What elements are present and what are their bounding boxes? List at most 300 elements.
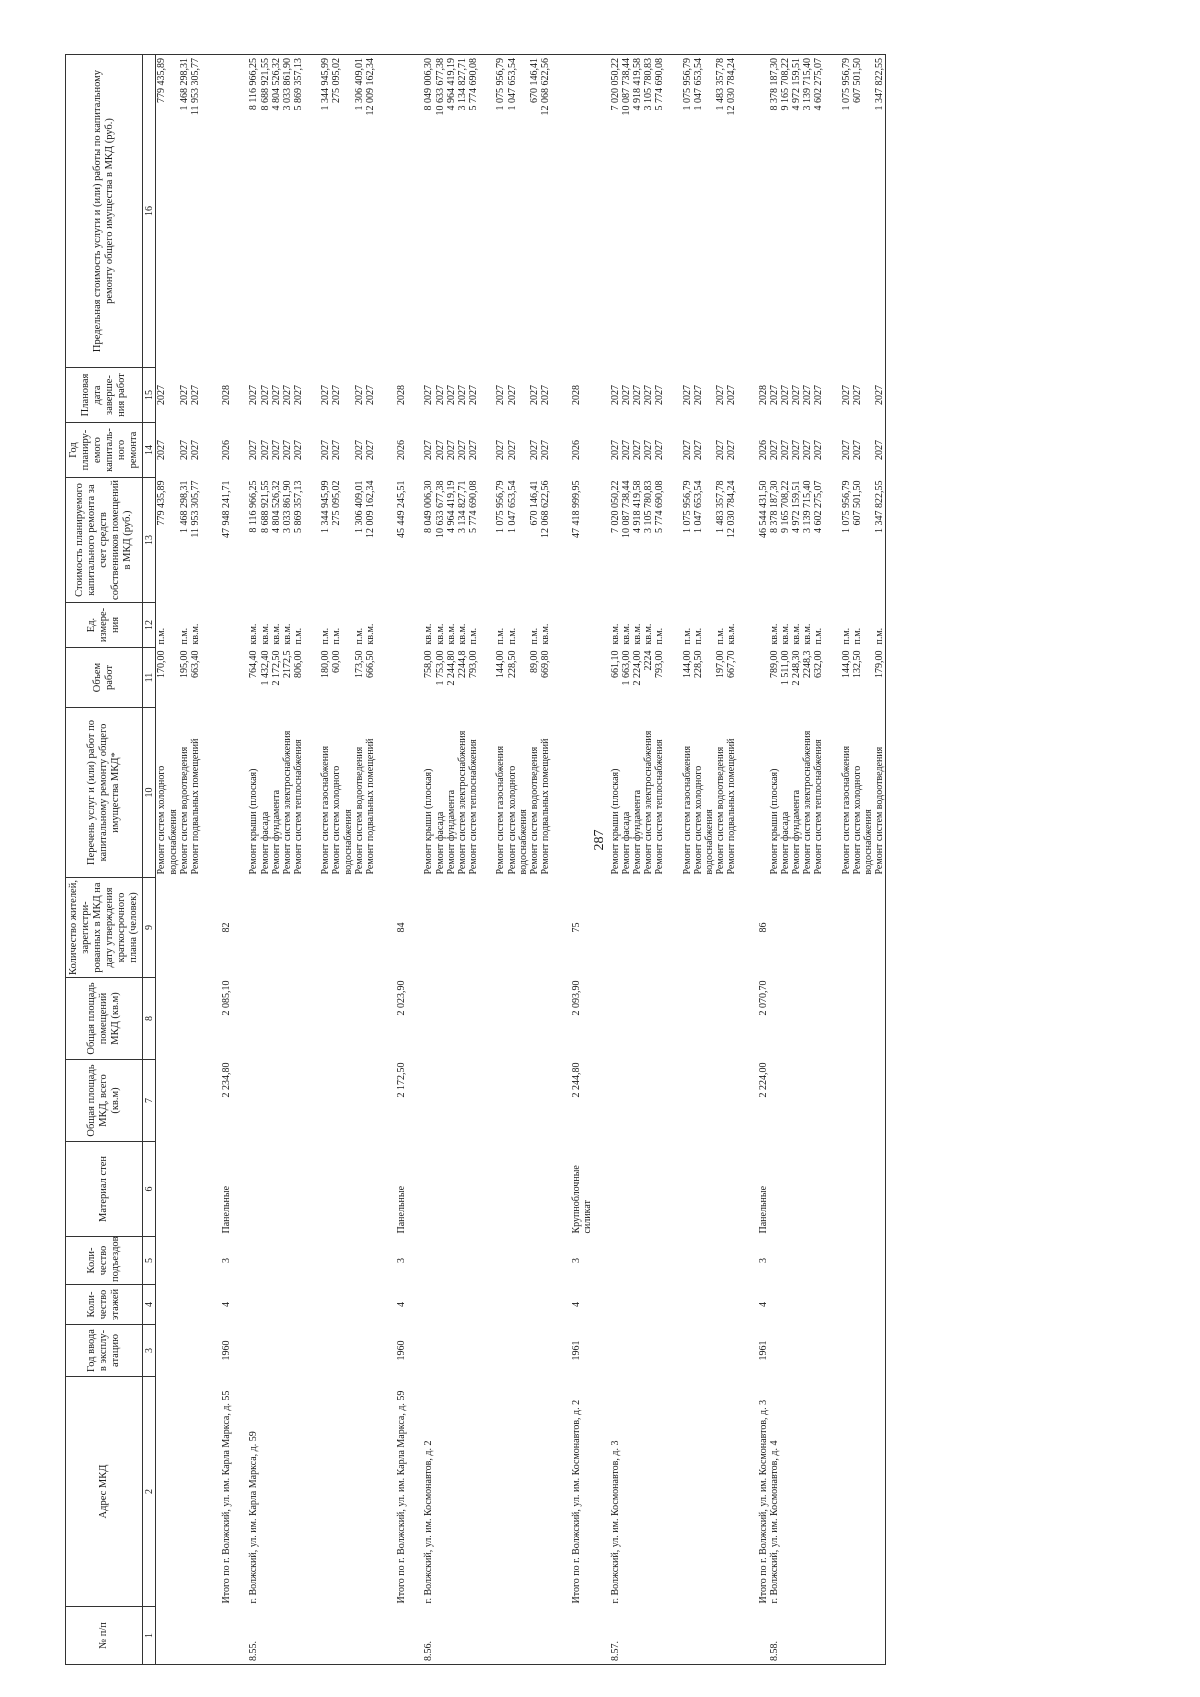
cell-total-area — [813, 1060, 824, 1142]
cell-floor-count — [780, 1285, 791, 1325]
cell-planned-cost: 1 075 956,79 — [681, 480, 693, 533]
cell-year-built — [594, 1325, 610, 1377]
cell-planned-cost — [376, 478, 392, 603]
table-row — [643, 55, 654, 1665]
cell-completion-date — [825, 368, 841, 423]
cell-residents-count — [726, 878, 737, 978]
cell-residents-count — [179, 878, 190, 978]
cell-floor-count — [852, 1285, 874, 1325]
column-number-10: 10 — [143, 708, 156, 878]
cell-wall-material: Панельные — [221, 1185, 233, 1234]
cell-floor-count — [320, 1285, 331, 1325]
cell-residents-count — [282, 878, 293, 978]
capital-repair-table — [65, 54, 886, 1665]
column-header-6: Материал стен — [66, 1142, 143, 1237]
cell-repair-year — [201, 423, 217, 478]
cell-residents-count — [791, 878, 802, 978]
cell-row-number: 8.57. — [610, 1607, 621, 1665]
cell-entrance-count — [874, 1237, 886, 1285]
cell-completion-date: 2027 — [293, 385, 305, 405]
cell-floor-count — [190, 1285, 201, 1325]
cell-unit: кв.м. — [779, 623, 791, 645]
table-row — [874, 55, 886, 1665]
cell-total-area — [654, 1060, 665, 1142]
cell-completion-date: 2027 — [840, 385, 852, 405]
cell-planned-cost: 4 602 275,07 — [813, 480, 825, 533]
cell-row-number — [738, 1607, 754, 1665]
cell-planned-cost: 670 146,41 — [528, 480, 540, 526]
cell-wall-material — [791, 1142, 802, 1237]
cell-planned-cost — [232, 478, 248, 603]
cell-year-built — [825, 1325, 841, 1377]
cell-row-number — [479, 1607, 495, 1665]
table-row — [769, 55, 780, 1665]
cell-unit: кв.м. — [609, 623, 621, 645]
cell-address — [479, 1377, 495, 1607]
cell-planned-cost: 1 344 945,99 — [320, 480, 332, 533]
cell-total-area — [682, 1060, 693, 1142]
cell-entrance-count: 3 — [757, 1258, 769, 1263]
cell-work-type — [304, 708, 320, 878]
cell-planned-cost: 4 918 419,58 — [632, 480, 643, 533]
cell-wall-material — [654, 1142, 665, 1237]
cell-row-number — [507, 1607, 529, 1665]
cell-planned-cost: 47 948 241,71 — [221, 480, 233, 538]
column-number-8: 8 — [143, 978, 156, 1060]
cell-year-built — [423, 1325, 434, 1377]
cell-rooms-area — [666, 978, 682, 1060]
cell-floor-count — [232, 1285, 248, 1325]
cell-address — [791, 1377, 802, 1607]
cell-wall-material — [682, 1142, 693, 1237]
cell-repair-year: 2027 — [445, 440, 457, 460]
cell-unit: кв.м. — [281, 623, 293, 645]
cell-max-cost — [304, 55, 320, 368]
cell-entrance-count — [852, 1237, 874, 1285]
cell-repair-year — [232, 423, 248, 478]
cell-max-cost: 12 068 622,56 — [540, 55, 551, 368]
cell-planned-cost: 4 804 526,32 — [270, 480, 282, 533]
cell-total-area — [841, 1060, 852, 1142]
cell-entrance-count — [715, 1237, 726, 1285]
cell-planned-cost: 8 116 966,25 — [248, 480, 260, 533]
cell-address — [282, 1377, 293, 1607]
cell-max-cost: 1 344 945,99 — [320, 55, 331, 368]
cell-address: Итого по г. Волжский, ул. им. Космонавтов, д. 3 — [757, 1399, 769, 1604]
cell-max-cost: 3 105 780,83 — [643, 55, 654, 368]
cell-wall-material — [446, 1142, 457, 1237]
cell-work-type: Ремонт систем водоотведения — [353, 746, 365, 875]
cell-rooms-area — [738, 978, 754, 1060]
cell-work-type: Ремонт систем газоснабжения — [681, 745, 693, 875]
cell-residents-count — [529, 878, 540, 978]
cell-entrance-count — [693, 1237, 715, 1285]
cell-residents-count — [495, 878, 506, 978]
cell-total-area — [304, 1060, 320, 1142]
cell-rooms-area — [190, 978, 201, 1060]
cell-planned-cost: 3 139 715,40 — [802, 480, 814, 533]
cell-work-volume — [392, 648, 407, 708]
cell-total-area — [232, 1060, 248, 1142]
cell-rooms-area: 2 023,90 — [396, 980, 408, 1016]
cell-total-area: 2 234,80 — [221, 1062, 233, 1098]
cell-entrance-count: 3 — [571, 1258, 583, 1263]
cell-repair-year — [738, 423, 754, 478]
cell-entrance-count — [320, 1237, 331, 1285]
cell-entrance-count — [791, 1237, 802, 1285]
cell-total-area — [468, 1060, 479, 1142]
cell-row-number — [407, 1607, 423, 1665]
cell-planned-cost — [201, 478, 217, 603]
cell-entrance-count — [435, 1237, 446, 1285]
cell-total-area — [551, 1060, 567, 1142]
cell-rooms-area — [354, 978, 365, 1060]
cell-planned-cost: 1 047 653,54 — [692, 480, 704, 533]
cell-entrance-count — [540, 1237, 551, 1285]
cell-rooms-area — [293, 978, 304, 1060]
cell-year-built — [354, 1325, 365, 1377]
cell-residents-count — [643, 878, 654, 978]
cell-residents-count — [666, 878, 682, 978]
cell-address — [693, 1377, 715, 1607]
cell-floor-count — [825, 1285, 841, 1325]
cell-completion-date: 2027 — [331, 385, 343, 405]
cell-address: г. Волжский, ул. им. Космонавтов, д. 3 — [609, 1440, 621, 1604]
cell-address — [841, 1377, 852, 1607]
cell-max-cost: 1 306 409,01 — [354, 55, 365, 368]
cell-entrance-count — [423, 1237, 434, 1285]
cell-address — [825, 1377, 841, 1607]
cell-floor-count — [271, 1285, 282, 1325]
cell-work-type — [754, 708, 769, 878]
table-column-number-row — [143, 55, 156, 1665]
cell-row-number — [715, 1607, 726, 1665]
cell-work-volume: 195,00 — [178, 650, 190, 678]
cell-work-type — [479, 708, 495, 878]
cell-max-cost — [594, 55, 610, 368]
cell-work-type: Ремонт крыши (плоская) — [248, 768, 260, 875]
column-header-15: Плановая дата заверше-ния работ — [66, 368, 143, 423]
cell-total-area — [435, 1060, 446, 1142]
cell-work-type: Ремонт фасада — [620, 811, 632, 875]
cell-planned-cost: 9 165 708,22 — [779, 480, 791, 533]
cell-repair-year: 2027 — [423, 440, 435, 460]
cell-floor-count — [479, 1285, 495, 1325]
cell-address — [654, 1377, 665, 1607]
cell-floor-count — [435, 1285, 446, 1325]
cell-total-area — [874, 1060, 886, 1142]
cell-planned-cost: 275 095,02 — [331, 480, 343, 526]
cell-max-cost: 4 972 159,51 — [791, 55, 802, 368]
cell-residents-count — [457, 878, 468, 978]
cell-max-cost: 5 869 357,13 — [293, 55, 304, 368]
cell-year-built — [507, 1325, 529, 1377]
cell-total-area — [179, 1060, 190, 1142]
table-row — [271, 55, 282, 1665]
cell-floor-count — [682, 1285, 693, 1325]
cell-total-area — [529, 1060, 540, 1142]
cell-residents-count: 82 — [221, 922, 233, 933]
cell-row-number — [666, 1607, 682, 1665]
cell-work-volume: 197,00 — [715, 650, 727, 678]
cell-row-number — [392, 1607, 407, 1665]
cell-work-type: Ремонт фасада — [779, 811, 791, 875]
cell-work-type: Ремонт фасада — [434, 811, 446, 875]
cell-completion-date: 2027 — [632, 385, 643, 405]
cell-address: Итого по г. Волжский, ул. им. Карла Маркса, д. 55 — [221, 1390, 233, 1604]
cell-rooms-area — [769, 978, 780, 1060]
cell-rooms-area — [643, 978, 654, 1060]
cell-row-number — [813, 1607, 824, 1665]
cell-planned-cost: 45 449 245,51 — [396, 480, 408, 538]
cell-year-built — [769, 1325, 780, 1377]
cell-entrance-count — [376, 1237, 392, 1285]
cell-completion-date: 2027 — [654, 385, 666, 405]
cell-wall-material — [738, 1142, 754, 1237]
cell-year-built — [841, 1325, 852, 1377]
cell-completion-date: 2027 — [506, 385, 518, 405]
cell-year-built — [813, 1325, 824, 1377]
table-spacer-row — [304, 55, 320, 1665]
cell-year-built — [540, 1325, 551, 1377]
cell-residents-count — [802, 878, 813, 978]
cell-floor-count — [446, 1285, 457, 1325]
cell-repair-year: 2027 — [802, 440, 814, 460]
column-header-12: Ед. измере-ния — [66, 603, 143, 648]
cell-wall-material — [407, 1142, 423, 1237]
table-row — [179, 55, 190, 1665]
cell-wall-material — [479, 1142, 495, 1237]
cell-row-number — [852, 1607, 874, 1665]
cell-total-area: 2 172,50 — [396, 1062, 408, 1098]
cell-address: г. Волжский, ул. им. Космонавтов, д. 2 — [423, 1440, 435, 1604]
cell-wall-material — [271, 1142, 282, 1237]
cell-work-type — [201, 708, 217, 878]
cell-year-built — [852, 1325, 874, 1377]
cell-row-number — [282, 1607, 293, 1665]
cell-work-volume: 758,00 — [423, 650, 435, 678]
cell-unit: п.м. — [715, 627, 727, 645]
cell-row-number: 8.58. — [769, 1607, 780, 1665]
cell-row-number — [354, 1607, 365, 1665]
cell-row-number — [529, 1607, 540, 1665]
cell-work-type: Ремонт фасада — [259, 811, 271, 875]
cell-work-volume — [754, 648, 769, 708]
cell-work-volume: 132,50 — [851, 650, 863, 678]
cell-floor-count: 4 — [571, 1302, 583, 1307]
cell-completion-date: 2027 — [259, 385, 271, 405]
cell-residents-count — [479, 878, 495, 978]
cell-entrance-count — [594, 1237, 610, 1285]
cell-work-type: Ремонт систем электроснабжения — [456, 730, 468, 875]
column-header-3: Год ввода в эксплу-атацию — [66, 1325, 143, 1377]
cell-work-volume: 2224 — [643, 650, 655, 671]
table-row — [331, 55, 353, 1665]
cell-completion-date: 2027 — [178, 385, 190, 405]
cell-repair-year — [825, 423, 841, 478]
cell-year-built: 1960 — [396, 1340, 408, 1361]
cell-max-cost — [567, 55, 593, 368]
cell-residents-count — [260, 878, 271, 978]
cell-max-cost: 607 501,50 — [852, 55, 874, 368]
cell-work-volume: 2244,8 — [456, 650, 468, 678]
column-header-8: Общая площадь помещений МКД (кв.м) — [66, 978, 143, 1060]
column-number-4: 4 — [143, 1285, 156, 1325]
cell-entrance-count — [354, 1237, 365, 1285]
cell-repair-year: 2027 — [248, 440, 260, 460]
cell-total-area — [507, 1060, 529, 1142]
cell-floor-count — [594, 1285, 610, 1325]
cell-planned-cost: 5 869 357,13 — [293, 480, 305, 533]
cell-work-volume — [594, 648, 610, 708]
table-row — [791, 55, 802, 1665]
cell-total-area — [825, 1060, 841, 1142]
cell-row-number — [190, 1607, 201, 1665]
cell-wall-material — [457, 1142, 468, 1237]
cell-planned-cost: 3 105 780,83 — [643, 480, 655, 533]
cell-wall-material — [320, 1142, 331, 1237]
cell-residents-count — [248, 878, 259, 978]
cell-work-volume: 2 172,50 — [270, 650, 282, 686]
cell-row-number — [457, 1607, 468, 1665]
cell-completion-date: 2027 — [445, 385, 457, 405]
cell-completion-date: 2027 — [692, 385, 704, 405]
cell-rooms-area — [621, 978, 632, 1060]
cell-floor-count — [802, 1285, 813, 1325]
cell-work-volume: 2248,3 — [802, 650, 814, 678]
cell-rooms-area — [594, 978, 610, 1060]
cell-residents-count — [715, 878, 726, 978]
table-row — [457, 55, 468, 1665]
cell-work-volume — [232, 648, 248, 708]
column-number-3: 3 — [143, 1325, 156, 1377]
cell-repair-year: 2026 — [221, 440, 233, 460]
cell-wall-material — [825, 1142, 841, 1237]
cell-row-number — [825, 1607, 841, 1665]
cell-address: г. Волжский, ул. им. Космонавтов, д. 4 — [768, 1440, 780, 1604]
cell-wall-material — [769, 1142, 780, 1237]
cell-wall-material — [621, 1142, 632, 1237]
cell-wall-material — [376, 1142, 392, 1237]
cell-residents-count — [446, 878, 457, 978]
cell-rooms-area — [780, 978, 791, 1060]
cell-floor-count — [468, 1285, 479, 1325]
cell-year-built — [643, 1325, 654, 1377]
cell-work-type — [666, 708, 682, 878]
cell-max-cost: 11 953 305,77 — [190, 55, 201, 368]
cell-address — [271, 1377, 282, 1607]
cell-row-number — [376, 1607, 392, 1665]
cell-entrance-count — [610, 1237, 621, 1285]
table-row — [610, 55, 621, 1665]
table-row — [468, 55, 479, 1665]
cell-rooms-area — [282, 978, 293, 1060]
cell-floor-count — [507, 1285, 529, 1325]
cell-residents-count — [693, 878, 715, 978]
cell-row-number — [802, 1607, 813, 1665]
cell-unit — [392, 603, 407, 648]
cell-work-type: Ремонт систем теплоснабжения — [813, 739, 825, 875]
cell-unit: кв.м. — [270, 623, 282, 645]
cell-rooms-area — [457, 978, 468, 1060]
cell-total-area — [632, 1060, 643, 1142]
cell-completion-date: 2027 — [456, 385, 468, 405]
cell-max-cost: 12 009 162,34 — [365, 55, 376, 368]
cell-address — [293, 1377, 304, 1607]
cell-work-type: Ремонт фундамента — [632, 789, 643, 875]
cell-row-number — [446, 1607, 457, 1665]
table-row — [248, 55, 259, 1665]
cell-residents-count — [507, 878, 529, 978]
cell-floor-count — [769, 1285, 780, 1325]
cell-repair-year: 2027 — [540, 440, 552, 460]
table-spacer-row — [232, 55, 248, 1665]
cell-completion-date: 2027 — [791, 385, 803, 405]
cell-rooms-area — [423, 978, 434, 1060]
cell-year-built — [693, 1325, 715, 1377]
cell-floor-count — [248, 1285, 259, 1325]
cell-address — [529, 1377, 540, 1607]
cell-address — [621, 1377, 632, 1607]
cell-work-volume: 2 248,30 — [791, 650, 803, 686]
cell-unit: кв.м. — [620, 623, 632, 645]
cell-floor-count — [495, 1285, 506, 1325]
column-number-5: 5 — [143, 1237, 156, 1285]
cell-work-type: Ремонт систем водоотведения — [874, 708, 886, 878]
cell-work-volume: 228,50 — [506, 650, 518, 678]
cell-repair-year: 2027 — [189, 440, 201, 460]
cell-max-cost — [754, 55, 769, 368]
cell-residents-count — [621, 878, 632, 978]
cell-work-type: Ремонт подвальных помещений — [540, 738, 552, 875]
cell-floor-count — [551, 1285, 567, 1325]
cell-max-cost — [376, 55, 392, 368]
cell-floor-count — [693, 1285, 715, 1325]
cell-entrance-count — [802, 1237, 813, 1285]
cell-wall-material — [540, 1142, 551, 1237]
cell-residents-count — [551, 878, 567, 978]
cell-wall-material — [666, 1142, 682, 1237]
cell-year-built — [435, 1325, 446, 1377]
cell-row-number — [621, 1607, 632, 1665]
column-number-7: 7 — [143, 1060, 156, 1142]
cell-entrance-count — [293, 1237, 304, 1285]
cell-residents-count — [320, 878, 331, 978]
cell-completion-date — [551, 368, 567, 423]
cell-address — [232, 1377, 248, 1607]
cell-completion-date: 2027 — [320, 385, 332, 405]
cell-residents-count: 86 — [757, 922, 769, 933]
cell-total-area — [201, 1060, 217, 1142]
cell-completion-date: 2027 — [248, 385, 260, 405]
cell-work-type: Ремонт систем газоснабжения — [495, 745, 507, 875]
cell-unit: кв.м. — [423, 623, 435, 645]
table-row — [507, 55, 529, 1665]
cell-planned-cost — [479, 478, 495, 603]
cell-max-cost: 3 139 715,40 — [802, 55, 813, 368]
cell-total-area: 2 224,00 — [757, 1062, 769, 1098]
cell-planned-cost: 7 020 050,22 — [609, 480, 621, 533]
cell-max-cost — [551, 55, 567, 368]
cell-work-volume: 228,50 — [692, 650, 704, 678]
cell-year-built — [282, 1325, 293, 1377]
cell-repair-year: 2027 — [281, 440, 293, 460]
cell-residents-count — [304, 878, 320, 978]
cell-repair-year: 2027 — [259, 440, 271, 460]
cell-entrance-count — [682, 1237, 693, 1285]
cell-completion-date: 2027 — [540, 385, 552, 405]
cell-wall-material — [293, 1142, 304, 1237]
